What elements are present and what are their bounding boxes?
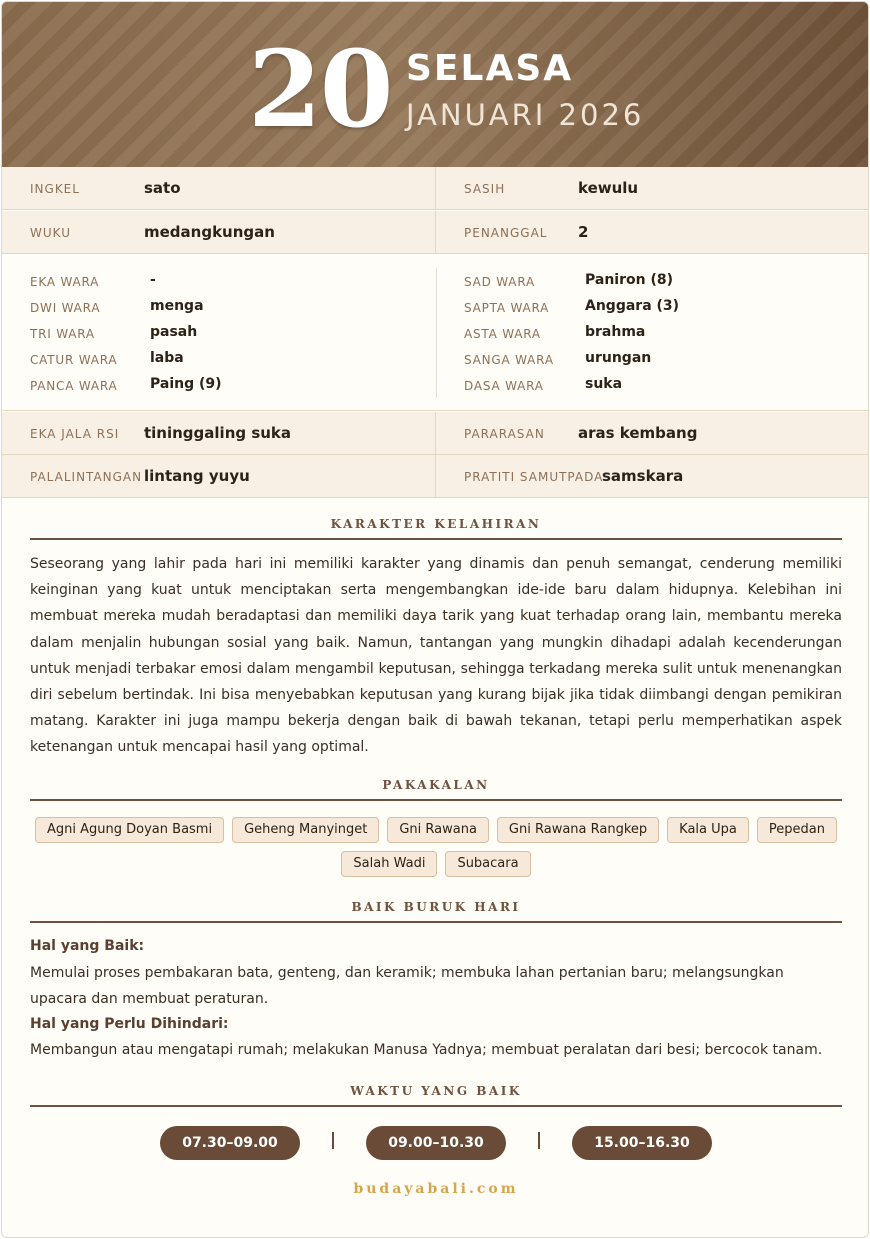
pakakalan-chip: Salah Wadi	[341, 851, 437, 877]
pratiti-samutpada-cell	[436, 455, 869, 497]
eka-jala-rsi-cell	[2, 412, 436, 454]
good-text: Memulai proses pembakaran bata, genteng, dan keramik; membuka lahan pertanian baru; melangsungkan upacara dan membuat peraturan.	[30, 965, 784, 1007]
info-row-palalintangan-pratiti	[2, 455, 869, 498]
wara-value: menga	[150, 298, 204, 314]
info-row-ingkel-sasih	[2, 167, 869, 210]
wara-value: Paing (9)	[150, 376, 222, 392]
wara-label: TRI WARA	[30, 327, 95, 341]
pakakalan-chip: Gni Rawana	[387, 817, 489, 843]
karakter-rule	[30, 538, 842, 540]
wara-value: laba	[150, 350, 184, 366]
pakakalan-chip: Geheng Manyinget	[232, 817, 379, 843]
month-year: JANUARI 2026	[406, 98, 645, 132]
palalintangan-cell	[2, 455, 436, 497]
wara-grid	[2, 254, 869, 411]
day-name: SELASA	[406, 48, 574, 89]
wara-label: SANGA WARA	[464, 353, 554, 367]
pratiti-samutpada-value: samskara	[602, 467, 684, 485]
wara-divider	[436, 268, 437, 398]
wara-label: ASTA WARA	[464, 327, 541, 341]
wara-value: urungan	[585, 350, 652, 366]
wara-value: pasah	[150, 324, 198, 340]
wara-label: EKA WARA	[30, 275, 100, 289]
ingkel-cell	[2, 167, 436, 209]
eka-jala-rsi-label: EKA JALA RSI	[30, 427, 120, 441]
wara-value: Anggara (3)	[585, 298, 680, 314]
pakakalan-chip: Kala Upa	[667, 817, 749, 843]
time-slot: 07.30–09.00	[160, 1126, 300, 1160]
date-header	[2, 2, 869, 167]
avoid-text: Membangun atau mengatapi rumah; melakukan Manusa Yadnya; membuat peralatan dari besi; bercocok tanam.	[30, 1042, 823, 1058]
wuku-value: medangkungan	[144, 223, 275, 241]
pratiti-samutpada-label: PRATITI SAMUTPADA	[464, 470, 604, 484]
wara-label: SAPTA WARA	[464, 301, 550, 315]
site-footer: budayabali.com	[353, 1181, 519, 1197]
wara-value: suka	[585, 376, 623, 392]
wara-label: DASA WARA	[464, 379, 544, 393]
baik-buruk-title: BAIK BURUK HARI	[351, 900, 521, 914]
wara-value: Paniron (8)	[585, 272, 673, 288]
avoid-label: Hal yang Perlu Dihindari:	[30, 1016, 229, 1032]
info-row-wuku-penanggal	[2, 211, 869, 254]
good-times	[2, 1126, 869, 1160]
wuku-label: WUKU	[30, 226, 71, 240]
wuku-cell	[2, 211, 436, 253]
karakter-title: KARAKTER KELAHIRAN	[330, 517, 542, 531]
time-separator	[332, 1132, 334, 1149]
good-label: Hal yang Baik:	[30, 938, 145, 954]
pakakalan-chip: Agni Agung Doyan Basmi	[35, 817, 224, 843]
pakakalan-chip: Pepedan	[757, 817, 837, 843]
pakakalan-list	[30, 817, 842, 877]
sasih-value: kewulu	[578, 179, 639, 197]
penanggal-label: PENANGGAL	[464, 226, 548, 240]
time-slot: 09.00–10.30	[366, 1126, 506, 1160]
sasih-cell	[436, 167, 869, 209]
wara-label: PANCA WARA	[30, 379, 118, 393]
pakakalan-title: PAKAKALAN	[382, 778, 490, 792]
day-number: 20	[248, 26, 392, 151]
waktu-title: WAKTU YANG BAIK	[350, 1084, 522, 1098]
palalintangan-label: PALALINTANGAN	[30, 470, 143, 484]
pararasan-label: PARARASAN	[464, 427, 545, 441]
time-slot: 15.00–16.30	[572, 1126, 712, 1160]
pakakalan-chip: Gni Rawana Rangkep	[497, 817, 659, 843]
wara-value: -	[150, 272, 156, 288]
baik-buruk-rule	[30, 921, 842, 923]
pakakalan-chip: Subacara	[445, 851, 530, 877]
pakakalan-rule	[30, 799, 842, 801]
time-separator	[538, 1132, 540, 1149]
ingkel-label: INGKEL	[30, 182, 80, 196]
pararasan-value: aras kembang	[578, 424, 698, 442]
penanggal-value: 2	[578, 223, 589, 241]
wara-label: CATUR WARA	[30, 353, 118, 367]
eka-jala-rsi-value: tininggaling suka	[144, 424, 292, 442]
sasih-label: SASIH	[464, 182, 506, 196]
pararasan-cell	[436, 412, 869, 454]
waktu-rule	[30, 1105, 842, 1107]
wara-value: brahma	[585, 324, 646, 340]
calendar-card	[1, 1, 869, 1238]
palalintangan-value: lintang yuyu	[144, 467, 250, 485]
wara-label: DWI WARA	[30, 301, 101, 315]
penanggal-cell	[436, 211, 869, 253]
ingkel-value: sato	[144, 179, 181, 197]
karakter-text: Seseorang yang lahir pada hari ini memiliki karakter yang dinamis dan penuh semangat, cenderung memiliki keinginan yang kuat untuk menciptakan serta mengembangkan ide-ide baru dalam hidupnya. Kelebihan ini membuat mereka mudah beradaptasi dan memiliki daya tarik yang kuat terhadap orang lain, membantu mereka dalam menjalin hubungan sosial yang baik. Namun, tantangan yang mungkin dihadapi adalah kecenderungan untuk menjadi terbakar emosi dalam mengambil keputusan, sehingga terkadang mereka sulit untuk menenangkan diri sebelum bertindak. Ini bisa menyebabkan keputusan yang kurang bijak jika tidak diimbangi dengan pemikiran matang. Karakter ini juga mampu bekerja dengan baik di bawah tekanan, tetapi perlu memperhatikan aspek ketenangan untuk mencapai hasil yang optimal.	[30, 556, 842, 756]
info-row-ekajala-pararasan	[2, 412, 869, 455]
wara-label: SAD WARA	[464, 275, 535, 289]
